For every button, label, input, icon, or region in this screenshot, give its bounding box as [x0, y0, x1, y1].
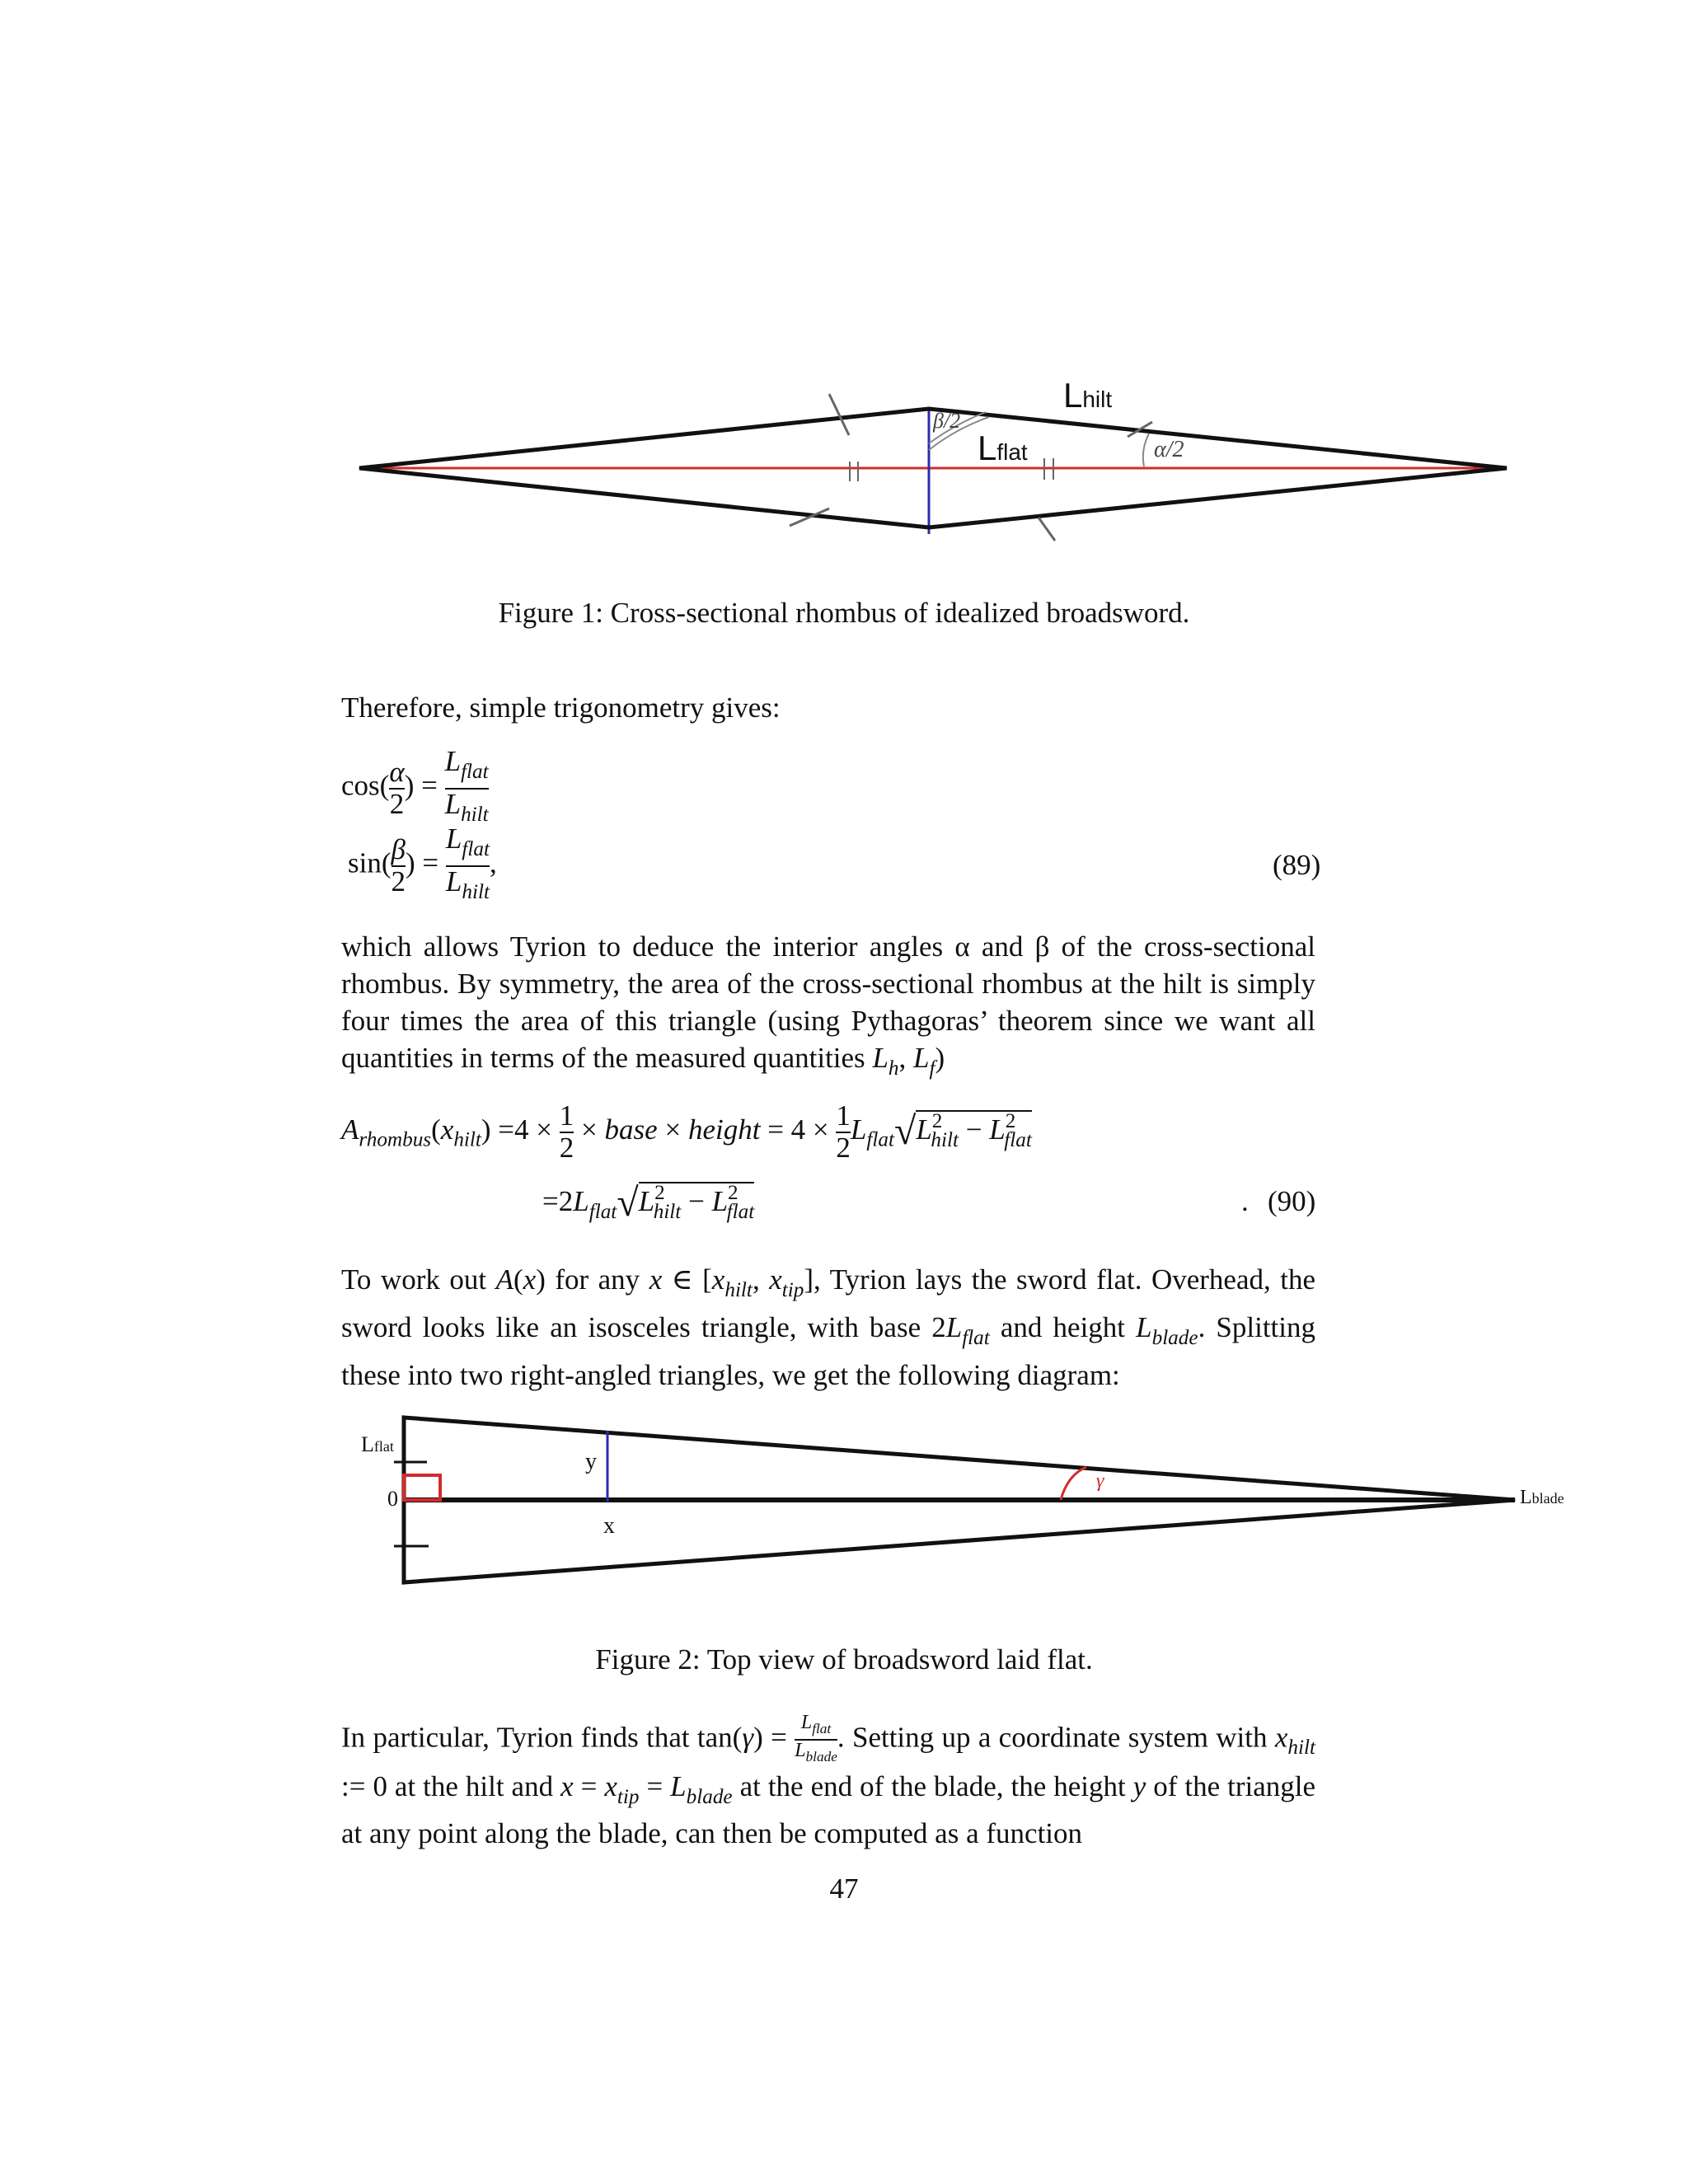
- l-hilt-label: [1063, 376, 1112, 415]
- gamma-arc: [1061, 1467, 1086, 1500]
- l-hilt-main: L: [1063, 376, 1083, 415]
- fig2-gamma-label: γ: [1096, 1470, 1104, 1492]
- eq90-dot: .: [1241, 1185, 1249, 1217]
- l-flat-sub: flat: [996, 439, 1028, 465]
- figure-1: [0, 0, 1688, 593]
- fig2-l-flat-label: [361, 1432, 394, 1457]
- alpha-half-arc: [1143, 434, 1149, 466]
- fig2-l-flat-sub: flat: [373, 1438, 394, 1455]
- eq89-line-2: sin( $\frac{\beta}{2}$ ) = $\frac{L_{flat}}{L_{hilt}}$ ,: [348, 824, 497, 907]
- page-number: 47: [829, 1872, 859, 1905]
- p4-b: . Setting up a coordinate system with: [837, 1721, 1268, 1754]
- eq89-line-1: cos( $\frac{\alpha}{2}$ ) = $\frac{L_{flat}}{L_{hilt}}$: [341, 747, 489, 830]
- paragraph-2-text: which allows Tyrion to deduce the interior angles α and β of the cross-sectional rhombus. By symmetry, the area of the cross-sectional rhombus at the hilt is simply four times the area of this triangle (using Pythagoras’ theorem since we want all quantities in terms of the measured quantities: [341, 930, 1315, 1074]
- eq89-number: (89): [1273, 849, 1321, 881]
- paragraph-4: In particular, Tyrion finds that tan(γ) = $\frac{L_{flat}}{L_{blade}}$ . Setting up a coordinate system with $x_{hilt}$ := 0 at the hilt and $x = x_{tip} = L_{blade}$ at the end of the blade, the height y of the triangle at any point along the blade, can then be computed as a function: [341, 1712, 1315, 1850]
- fig2-l-blade-sub: blade: [1531, 1490, 1564, 1507]
- beta-half-label: β/2: [933, 409, 961, 433]
- equation-90: [341, 1101, 1330, 1233]
- equation-89: [341, 747, 1330, 903]
- tick-mark: [829, 394, 849, 435]
- p4-e: of the triangle at any point along the blade, can then be computed as a function: [341, 1769, 1315, 1850]
- p4-a: In particular, Tyrion finds that: [341, 1721, 690, 1754]
- fig2-l-blade-main: L: [1520, 1487, 1532, 1508]
- paragraph-3: To work out A(x) for any x ∈ [$x_{hilt}$, $x_{tip}$], Tyrion lays the sword flat. Overhead, the sword looks like an isosceles triangle, with base $2L_{flat}$ and height $L_{blade}$. Splitting these into two right-angled triangles, we get the following diagram:: [341, 1263, 1316, 1391]
- figure-2-caption: Figure 2: Top view of broadsword laid flat.: [595, 1643, 1093, 1675]
- eq90-number: (90): [1268, 1185, 1316, 1217]
- p3-b: for any: [555, 1263, 640, 1296]
- right-angle-marker: [404, 1475, 440, 1500]
- fig2-zero-label: 0: [387, 1487, 398, 1511]
- p3-c: , Tyrion lays the sword flat. Overhead, the sword looks like an isosceles triangle, with base: [341, 1263, 1316, 1343]
- tick-mark: [1039, 518, 1055, 541]
- p4-c: at the hilt and: [394, 1769, 554, 1802]
- paragraph-2: which allows Tyrion to deduce the interior angles α and β of the cross-sectional rhombus. By symmetry, the area of the cross-sectional rhombus at the hilt is simply four times the area of this triangle (using Pythagoras’ theorem since we want all quantities in terms of the measured quantities $L_h$, $L_f$): [341, 930, 1315, 1080]
- figure-2: [0, 1401, 1688, 1615]
- fig2-l-blade-label: [1520, 1487, 1564, 1509]
- fig2-l-flat-main: L: [361, 1432, 374, 1456]
- l-flat-main: L: [978, 429, 997, 467]
- p4-d: at the end of the blade, the height: [739, 1769, 1126, 1802]
- fig2-y-label: y: [585, 1449, 597, 1474]
- l-hilt-sub: hilt: [1082, 387, 1113, 412]
- eq90-line-1: $A_{rhombus}(x_{hilt}) =4$ × $\frac{1}{2}$ × base × height = 4 × $\frac{1}{2}$ $L_{flat}√L^2_{hilt} - L^2_{flat}$: [341, 1099, 1032, 1164]
- figure-1-caption: Figure 1: Cross-sectional rhombus of idealized broadsword.: [498, 597, 1190, 629]
- sword-top-view-diagram: [0, 1401, 1688, 1615]
- intro-text: Therefore, simple trigonometry gives:: [341, 691, 781, 724]
- p3-a: To work out: [341, 1263, 487, 1296]
- eq90-line-2: $=2L_{flat}√L^2_{hilt} - L^2_{flat}$: [542, 1181, 755, 1225]
- p3-d: and height: [1000, 1310, 1126, 1343]
- p3-e: . Splitting these into two right-angled triangles, we get the following diagram:: [341, 1310, 1316, 1391]
- l-flat-label: [978, 429, 1028, 468]
- fig2-x-label: x: [603, 1513, 615, 1539]
- rhombus-diagram: [0, 0, 1688, 593]
- alpha-half-label: α/2: [1154, 437, 1184, 462]
